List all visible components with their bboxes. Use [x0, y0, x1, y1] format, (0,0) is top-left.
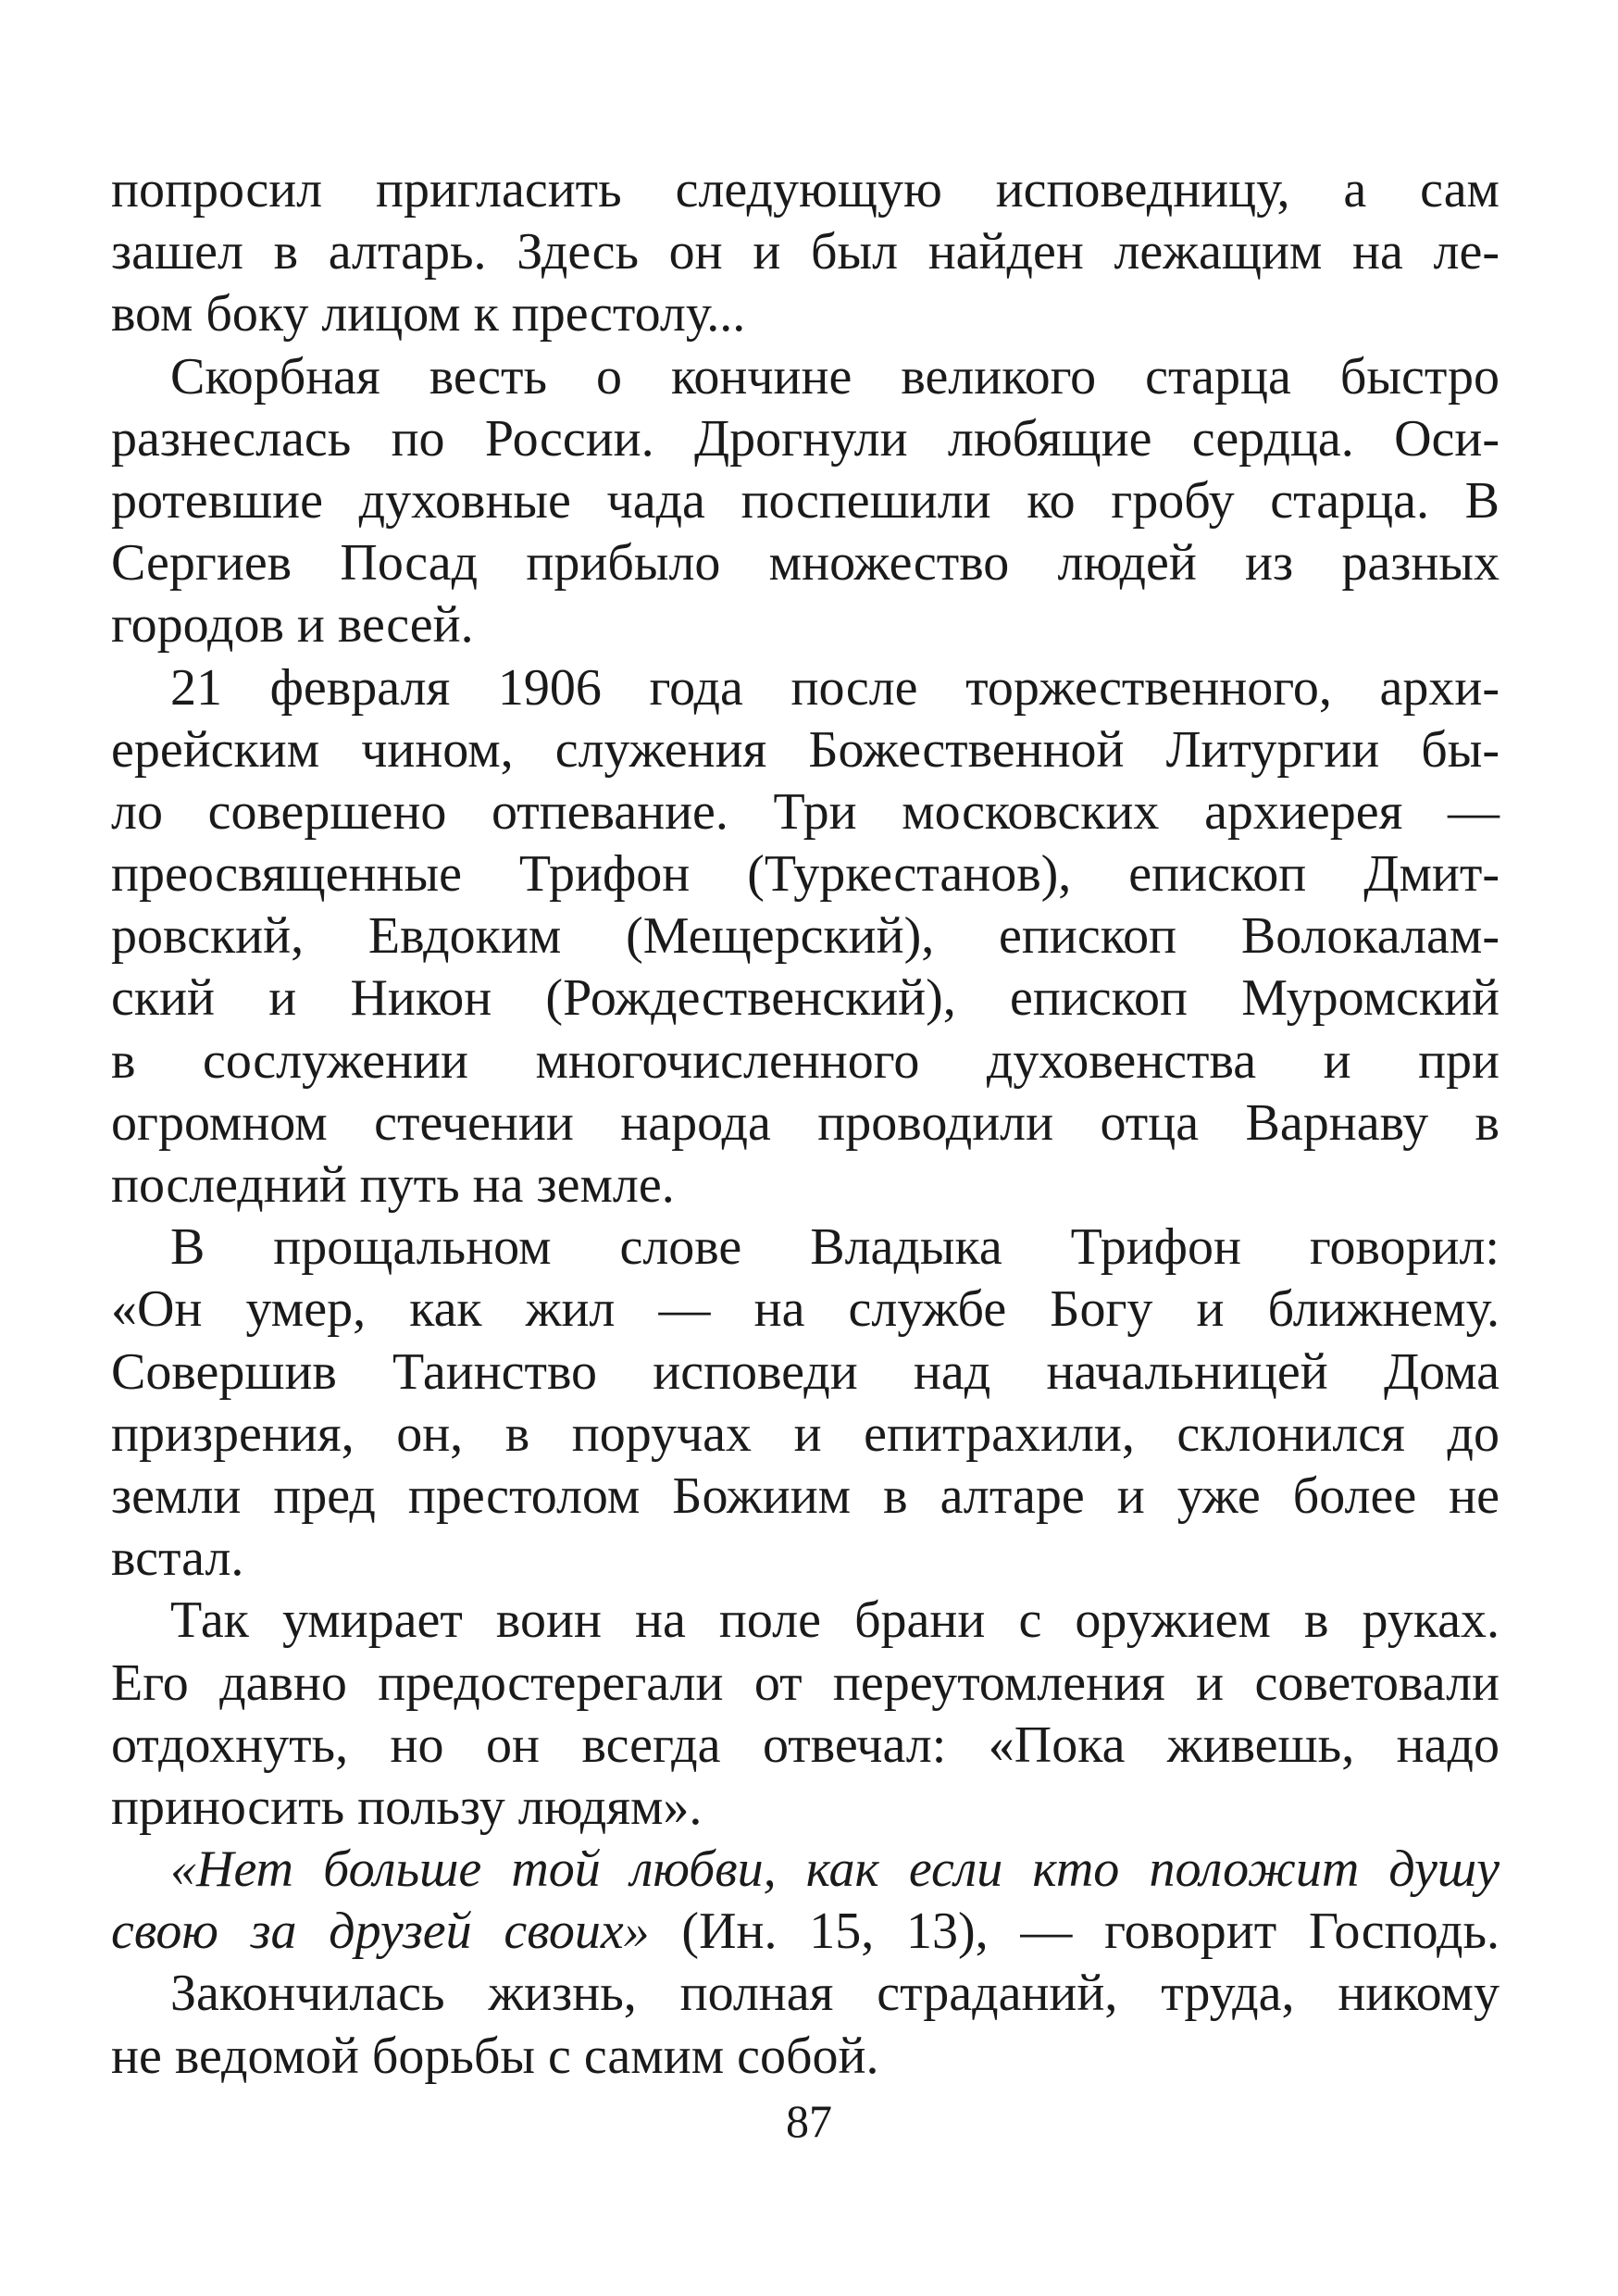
text-line: разнеслась по России. Дрогнули любящие сердца. Оси- — [111, 409, 1500, 468]
text-line: встал. — [111, 1529, 244, 1588]
text-line: Закончилась жизнь, полная страданий, труда, никому — [170, 1965, 1500, 2023]
text-line: последний путь на земле. — [111, 1156, 675, 1214]
text-line: огромном стечении народа проводили отца Варнаву в — [111, 1093, 1500, 1152]
text-line — [111, 1839, 1500, 1901]
text-line: Скорбная весть о кончине великого старца быстро — [170, 347, 1500, 406]
text-line: Совершив Таинство исповеди над начальницей Дома — [111, 1342, 1500, 1401]
page-number: 87 — [786, 2095, 832, 2147]
scripture-quote: «Нет больше той любви, как если кто положит душу — [170, 1841, 1500, 1899]
text-line: отдохнуть, но он всегда отвечал: «Пока живешь, надо — [111, 1716, 1500, 1774]
text-line — [111, 1901, 1500, 1963]
paragraph-7 — [111, 1963, 1500, 2087]
text-line: «Он умер, как жил — на службе Богу и ближнему. — [111, 1280, 1500, 1339]
text-line: ло совершено отпевание. Три московских архиерея — — [111, 782, 1500, 841]
paragraph-1 — [111, 159, 1500, 346]
text-line: не ведомой борьбы с самим собой. — [111, 2027, 879, 2085]
text-line: 21 февраля 1906 года после торжественного, архи- — [170, 658, 1500, 717]
text-line: зашел в алтарь. Здесь он и был найден лежащим на ле- — [111, 223, 1500, 281]
text-line: Так умирает воин на поле брани с оружием в руках. — [170, 1591, 1500, 1650]
text-line: ротевшие духовные чада поспешили ко гробу старца. В — [111, 471, 1500, 530]
text-line: ский и Никон (Рождественский), епископ Муромский — [111, 969, 1500, 1028]
text-line: ровский, Евдоким (Мещерский), епископ Волокалам- — [111, 907, 1500, 966]
paragraph-2 — [111, 346, 1500, 657]
text-line: в сослужении многочисленного духовенства и при — [111, 1031, 1500, 1090]
paragraph-4 — [111, 1217, 1500, 1590]
scripture-quote: свою за друзей своих» — [111, 1903, 650, 1961]
text-line: приносить пользу людям». — [111, 1778, 703, 1836]
text-line: преосвященные Трифон (Туркестанов), епископ Дмит- — [111, 845, 1500, 904]
paragraph-6-quote — [111, 1839, 1500, 1963]
quote-citation: (Ин. 15, 13), — говорит Господь. — [649, 1903, 1500, 1961]
text-line: Сергиев Посад прибыло множество людей из разных — [111, 534, 1500, 593]
paragraph-5 — [111, 1590, 1500, 1839]
text-line: городов и весей. — [111, 596, 474, 655]
text-line: попросил пригласить следующую исповедницу, а сам — [111, 161, 1500, 218]
paragraph-3 — [111, 657, 1500, 1217]
text-line: ерейским чином, служения Божественной Литургии бы- — [111, 720, 1500, 779]
page-body — [111, 159, 1500, 2088]
text-line: призрения, он, в поручах и епитрахили, склонился до — [111, 1404, 1500, 1463]
text-line: В прощальном слове Владыка Трифон говорил: — [170, 1218, 1500, 1277]
text-line: Его давно предостерегали от переутомления и советовали — [111, 1653, 1500, 1712]
text-line: земли пред престолом Божиим в алтаре и уже более не — [111, 1466, 1500, 1525]
text-line: вом боку лицом к престолу... — [111, 285, 746, 343]
